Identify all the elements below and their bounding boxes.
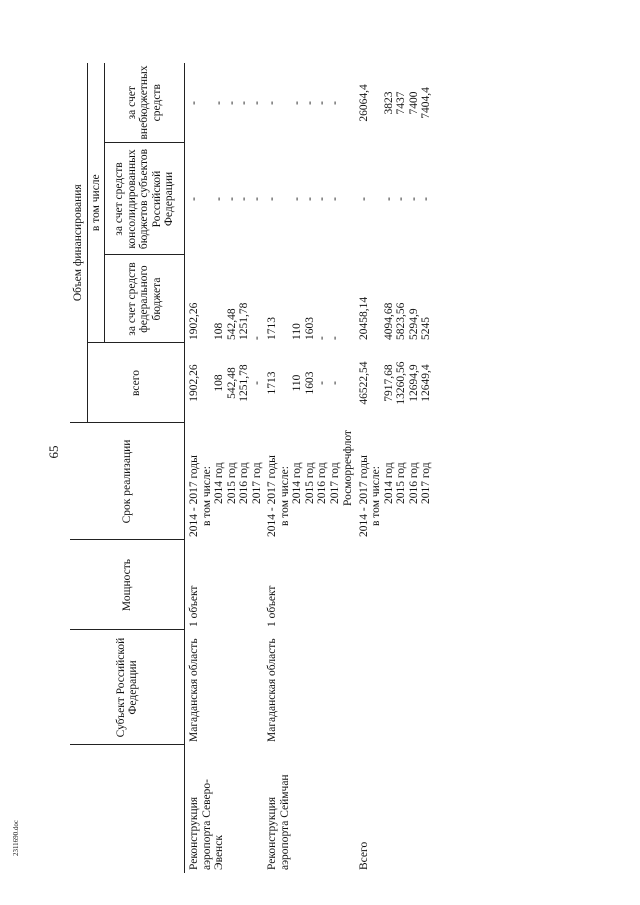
federal-cell: - (250, 336, 263, 340)
total-cell: 12649,4 (420, 364, 432, 402)
federal-cell (201, 255, 214, 343)
header-capacity: Мощность (70, 540, 185, 630)
term-cell: 2017 год (328, 462, 341, 504)
total-cell: - (316, 381, 328, 385)
extrabudget-cell: - (188, 101, 200, 105)
total-cell: 1603 (303, 371, 316, 395)
federal-cell: 5823,56 (395, 302, 407, 340)
federal-cell: 542,48 (225, 308, 238, 340)
consolidated-cell: - (250, 197, 263, 201)
extrabudget-cell: 3823 (382, 91, 395, 115)
subject-name: Магаданская область (266, 638, 278, 742)
header-federal: за счет средств федерального бюджета (105, 255, 185, 343)
term-cell: 2016 год (407, 462, 420, 504)
section-title: Росморречфлот (342, 430, 354, 506)
federal-cell: 1902,26 (188, 302, 200, 340)
table-row (185, 63, 201, 873)
total-cell: 1902,26 (188, 364, 200, 402)
federal-cell: 108 (213, 322, 225, 340)
federal-cell: - (316, 336, 328, 340)
federal-cell: 5245 (420, 317, 432, 340)
term-cell: в том числе: (278, 466, 291, 526)
capacity-value: 1 объект (188, 585, 200, 627)
total-cell: - (250, 381, 263, 385)
consolidated-cell: - (357, 197, 370, 201)
federal-cell: - (328, 336, 341, 340)
header-funding-volume: Объем финансирования (70, 63, 87, 423)
extrabudget-cell: - (213, 101, 225, 105)
header-subject: Субъект Российской Федерации (70, 630, 185, 745)
term-cell: 2014 год (382, 462, 395, 504)
consolidated-cell: - (407, 197, 420, 201)
consolidated-cell: - (291, 197, 303, 201)
consolidated-cell: - (328, 197, 341, 201)
total-cell: 1251,78 (238, 364, 250, 402)
consolidated-cell: - (225, 197, 238, 201)
federal-cell: 4094,68 (382, 302, 395, 340)
empty-cell (355, 540, 433, 630)
consolidated-cell: - (188, 197, 200, 201)
total-cell: 108 (213, 374, 225, 392)
federal-cell: 20458,14 (357, 296, 370, 340)
header-including: в том числе (87, 63, 105, 343)
term-cell: 2016 год (316, 462, 328, 504)
term-cell: 2017 год (420, 462, 432, 504)
total-cell: 46522,54 (357, 361, 370, 405)
federal-cell: 110 (291, 323, 303, 340)
footer-doc-filename: 2311690.doc (12, 819, 20, 857)
consolidated-cell: - (316, 197, 328, 201)
project-name: Реконструкция аэропорта Северо-Эвенск (188, 779, 225, 870)
total-cell (370, 343, 383, 423)
header-consolidated: за счет средств консолидированных бюджетов субъектов Российской Федерации (105, 143, 185, 255)
federal-cell (279, 255, 292, 343)
total-cell (279, 343, 292, 423)
federal-cell: 1603 (303, 317, 316, 340)
consolidated-cell (370, 143, 383, 255)
extrabudget-cell: - (328, 101, 341, 105)
term-cell: 2014 - 2017 годы (357, 455, 370, 537)
extrabudget-cell: - (225, 101, 238, 105)
project-name: Реконструкция аэропорта Сеймчан (266, 774, 291, 870)
term-cell: 2014 год (213, 462, 225, 504)
extrabudget-cell: 7404,4 (420, 87, 432, 119)
extrabudget-cell (279, 63, 292, 143)
term-cell: в том числе: (370, 466, 382, 526)
federal-cell: 1713 (266, 317, 278, 340)
consolidated-cell (201, 143, 214, 255)
consolidated-cell: - (420, 197, 432, 201)
table-row (355, 63, 371, 873)
extrabudget-cell: 7400 (407, 91, 420, 115)
consolidated-cell: - (238, 197, 250, 201)
table-body (185, 63, 433, 873)
extrabudget-cell (370, 63, 383, 143)
empty-cell (355, 630, 433, 745)
rotated-page (70, 63, 630, 873)
table-row (263, 63, 279, 873)
total-cell: 13260,56 (395, 361, 407, 405)
consolidated-cell: - (266, 197, 278, 201)
consolidated-cell: - (395, 197, 407, 201)
extrabudget-cell: 7437 (395, 91, 407, 115)
consolidated-cell: - (382, 197, 395, 201)
extrabudget-cell: - (291, 101, 303, 105)
total-cell (201, 343, 214, 423)
extrabudget-cell: - (266, 101, 278, 105)
federal-cell: 1251,78 (238, 302, 250, 340)
total-cell: 7917,68 (382, 364, 395, 402)
page-number: 65 (46, 445, 61, 459)
term-cell: 2017 год (250, 462, 263, 504)
extrabudget-cell: - (238, 101, 250, 105)
extrabudget-cell: - (316, 101, 328, 105)
federal-cell: 5294,9 (407, 308, 420, 340)
term-cell: 2015 год (395, 462, 407, 504)
extrabudget-cell: 26064,4 (357, 84, 370, 122)
capacity-value: 1 объект (266, 585, 278, 627)
section-row (341, 63, 355, 873)
total-cell: 12694,9 (407, 364, 420, 402)
header-total: всего (87, 343, 185, 423)
financing-table (70, 63, 433, 873)
extrabudget-cell (201, 63, 214, 143)
total-cell: 542,48 (225, 367, 238, 399)
header-extrabudget: за счет внебюджетных средств (105, 63, 185, 143)
extrabudget-cell: - (303, 101, 316, 105)
consolidated-cell (279, 143, 292, 255)
federal-cell (370, 255, 383, 343)
consolidated-cell: - (213, 197, 225, 201)
term-cell: 2014 - 2017 годы (266, 455, 278, 537)
table-header (70, 63, 185, 873)
project-name: Всего (357, 841, 370, 870)
term-cell: 2015 год (225, 462, 238, 504)
total-cell: 110 (291, 374, 303, 392)
consolidated-cell: - (303, 197, 316, 201)
total-cell: 1713 (266, 371, 278, 395)
total-cell: - (328, 381, 341, 385)
extrabudget-cell: - (250, 101, 263, 105)
subject-name: Магаданская область (188, 638, 200, 742)
term-cell: 2014 год (291, 462, 303, 504)
term-cell: 2014 - 2017 годы (188, 455, 200, 537)
term-cell: в том числе: (200, 466, 213, 526)
term-cell: 2015 год (303, 462, 316, 504)
header-term: Срок реализации (70, 423, 185, 540)
term-cell: 2016 год (238, 462, 250, 504)
